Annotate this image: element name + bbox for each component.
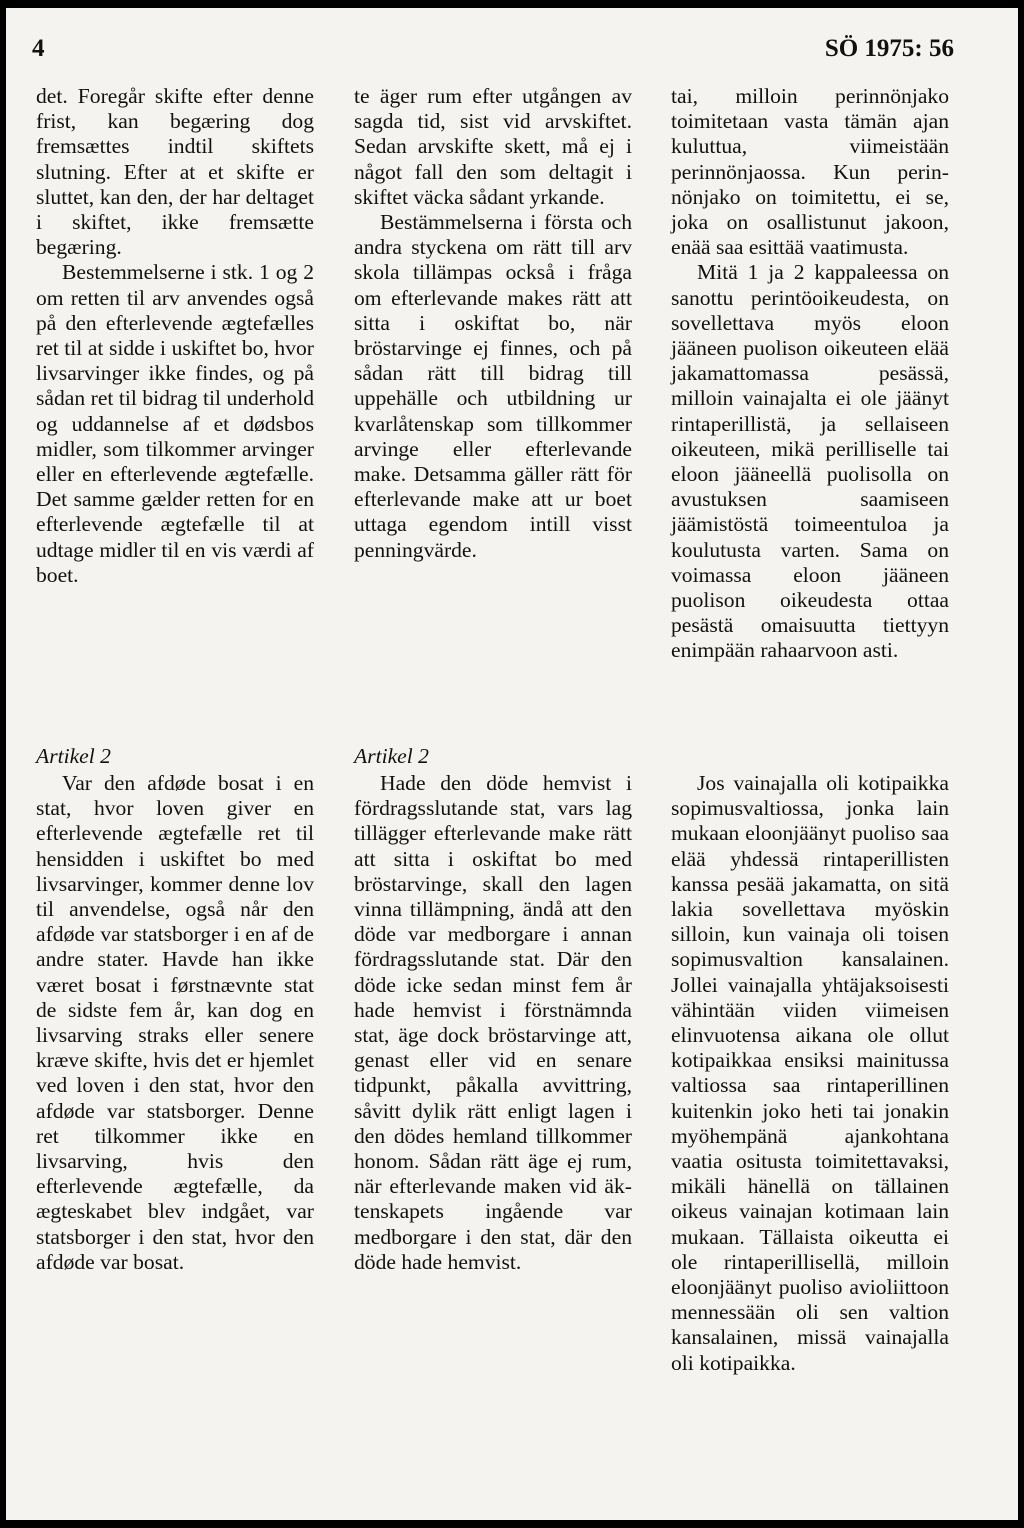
finnish-artikel-paragraph: Jos vainajalla oli kotipaikka sopimusvaltiossa, jonka lain mukaan eloonjäänyt puoliso saa elää yhdessä rintaperillisten kanssa pesää jakamatta, on sitä lakia sovellettava myöskin silloin, kun vainaja oli toisen sopimusvaltion kansalainen. Jollei vainajalla yhtäjaksoisesti vähintään viiden viimeisen elinvuotensa aikana ole ollut kotipaikkaa ensiksi mainitussa valtiossa saa rintaperillinen kuitenkin joko heti tai jonakin myöhempänä ajankohtana vaatia ositusta toimitettavaksi, mikäli hänellä on tällainen oikeus vainajan kotimaan lain mukaan. Tällaista oikeutta ei ole rintaperillisellä, milloin eloonjäänyt puoliso avioliittoon mennessään oli sen valtion kansalainen, missä vainajalla oli kotipaikka. — [671, 771, 949, 1375]
document-reference: SÖ 1975: 56 — [824, 35, 954, 62]
danish-artikel-heading: Artikel 2 — [36, 744, 111, 768]
swedish-artikel-paragraph: Hade den döde hemvist i fördragsslutande stat, vars lag tillägger efterlevande make rätt att sitta i oskiftat bo med bröstarvinge, skall den lagen vinna tillämpning, ändå att den döde var medborgare i annan fördragsslutande stat. Där den döde icke sedan minst fem år hade hemvist i förstnämnda stat, äge dock bröstarvinge att, genast eller vid en senare tidpunkt, påkalla avvittring, såvitt dylik rätt enligt lagen i den dödes hemland tillkommer honom. Sådan rätt äge ej rum, när efterlevande maken vid äktenskapets ingående var medborgare i den stat, där den döde hade hemvist. — [354, 771, 632, 1274]
swedish-intro-paragraph-1: te äger rum efter utgången av sagda tid, sist vid arvskiftet. Sedan arvskifte skett, må ej i något fall den som deltagit i skiftet väcka sådant yrkande. — [354, 84, 632, 209]
danish-intro-paragraph-2: Bestemmelserne i stk. 1 og 2 om retten til arv anvendes også på den efterlevende ægtefælles ret til at sidde i uskiftet bo, hvor livsarvinger ikke findes, og på sådan ret til bidrag til underhold og uddannelse af et dødsbos midler, som tilkommer arvinger eller en efterlevende ægtefælle. Det samme gælder retten for en efterlevende ægtefælle til at udtage midler til en vis værdi af boet. — [36, 260, 314, 587]
swedish-column-intro — [354, 84, 632, 563]
danish-intro-paragraph-1: det. Foregår skifte efter denne frist, kan begæring dog fremsættes indtil skiftets slutning. Efter at et skifte er sluttet, kan den, der har deltaget i skiftet, ikke fremsætte begæring. — [36, 84, 314, 260]
finnish-column-intro — [671, 84, 949, 664]
danish-column-artikel-2 — [36, 744, 314, 1275]
page-number: 4 — [32, 35, 45, 62]
finnish-intro-paragraph-2: Mitä 1 ja 2 kappaleessa on sanottu perintöoikeudesta, on sovellettava myös eloon jääneen puolison oikeuteen elää jakamattomassa pesässä, milloin vainajalta ei ole jäänyt rintaperillistä, ja sellaiseen oikeuteen, mikä perilliselle tai eloon jääneellä puolisolla on avustuksen saamiseen jäämistöstä toimeentuloa ja koulutusta varten. Sama on voimassa eloon jääneen puolison oikeudesta ottaa pesästä omaisuutta tiettyyn enimpään rahaarvoon asti. — [671, 260, 949, 663]
danish-column-intro — [36, 84, 314, 588]
finnish-heading-spacer — [671, 744, 949, 771]
finnish-intro-paragraph-1: tai, milloin perinnönjako toimitetaan vasta tämän ajan kuluttua, viimeistään perinnönjaossa. Kun perinnönjako on toimitettu, ei se, joka on osallistunut jakoon, enää saa esittää vaatimusta. — [671, 84, 949, 260]
danish-artikel-paragraph: Var den afdøde bosat i en stat, hvor loven giver en efterlevende ægtefælle ret til hensidden i uskiftet bo med livsarvinger, kommer denne lov til anvendelse, også når den afdøde var statsborger i en af de andre stater. Havde han ikke været bosat i førstnævnte stat de sidste fem år, kan dog en livsarving straks eller senere kræve skifte, hvis det er hjemlet ved loven i den stat, hvor den afdøde var statsborger. Denne ret tilkommer ikke en livsarving, hvis den efterlevende ægtefælle, da ægteskabet blev indgået, var statsborger i den stat, hvor den afdøde var bosat. — [36, 771, 314, 1274]
swedish-column-artikel-2 — [354, 744, 632, 1275]
swedish-intro-paragraph-2: Bestämmelserna i första och andra styckena om rätt till arv skola tillämpas också i fråga om efterlevande makes rätt att sitta i oskiftat bo, när bröstarvinge ej finnes, och på sådan rätt till bidrag till uppehälle och utbildning ur kvarlåtenskap som tillkommer arvinge eller efterlevande make. Detsamma gäller rätt för efterlevande make att ur boet uttaga egendom intill visst penningvärde. — [354, 210, 632, 562]
document-page — [6, 8, 1018, 1520]
swedish-artikel-heading: Artikel 2 — [354, 744, 429, 768]
finnish-column-artikel-2 — [671, 744, 949, 1376]
